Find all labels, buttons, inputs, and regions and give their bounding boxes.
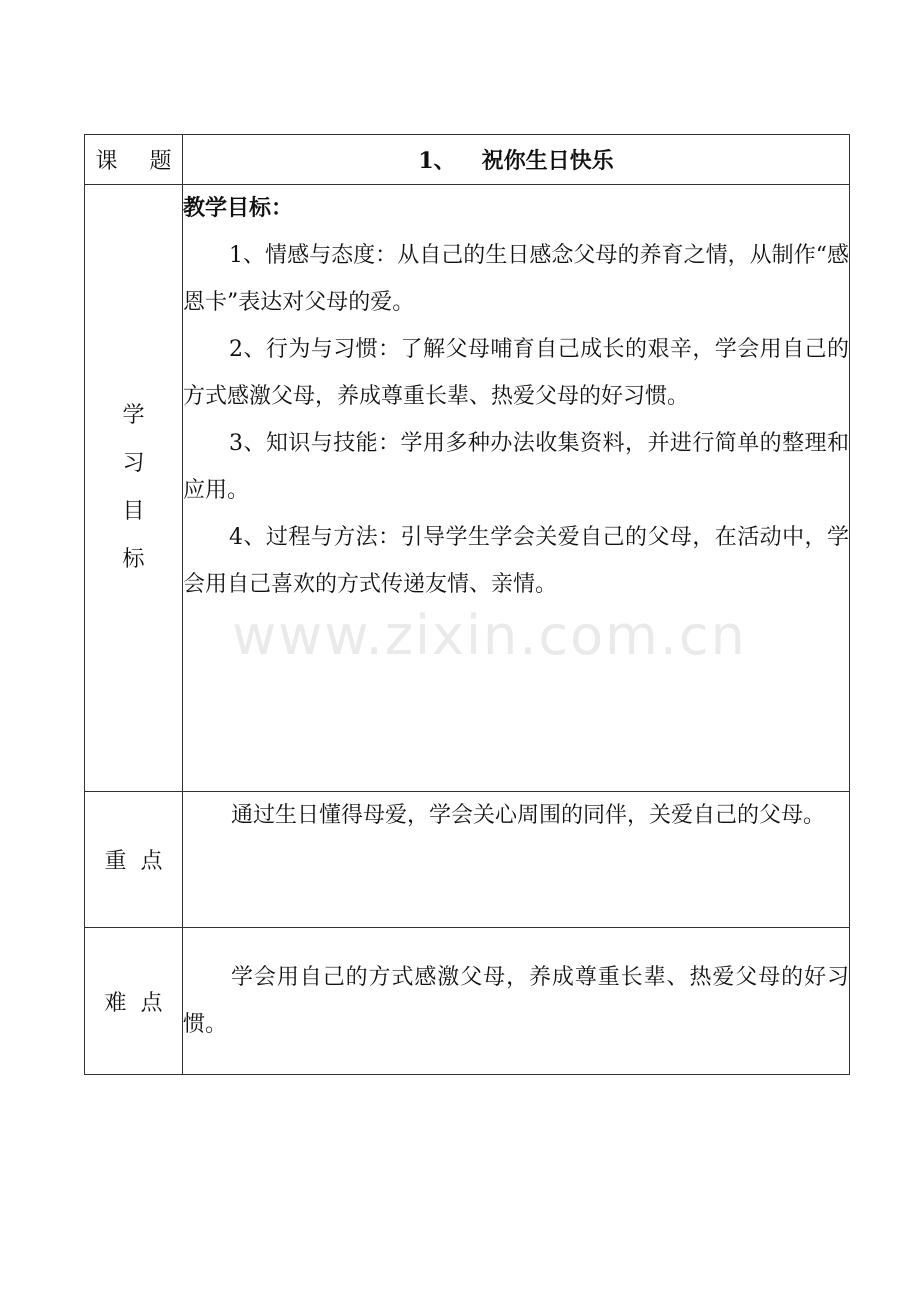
goals-label-char: 标 <box>122 547 145 572</box>
goals-label-cell <box>85 185 183 792</box>
key-point-content-cell <box>183 792 850 928</box>
difficulty-row <box>85 928 850 1075</box>
key-point-row <box>85 792 850 928</box>
key-point-text: 通过生日懂得母爱，学会关心周围的同伴，关爱自己的父母。 <box>231 803 826 828</box>
goals-heading: 教学目标： <box>183 195 294 221</box>
lesson-title-cell <box>183 135 850 185</box>
difficulty-label-char: 难 <box>104 990 127 1016</box>
goals-label-char: 学 <box>122 403 145 428</box>
title-row <box>85 135 850 185</box>
lesson-title: 祝你生日快乐 <box>481 148 614 174</box>
difficulty-label-cell <box>85 928 183 1075</box>
lesson-plan-table <box>84 134 850 1075</box>
lesson-number: 1、 <box>418 148 456 174</box>
goals-label-char: 习 <box>122 451 145 476</box>
difficulty-content-cell <box>183 928 850 1075</box>
goals-label-char: 目 <box>122 499 145 524</box>
title-label-cell <box>85 135 183 185</box>
difficulty-label-char: 点 <box>140 990 163 1016</box>
key-point-label-char: 重 <box>104 849 127 874</box>
difficulty-text: 学会用自己的方式感激父母，养成尊重长辈、热爱父母的好习惯。 <box>183 965 849 1037</box>
key-point-label-cell <box>85 792 183 928</box>
goal-item: 1、情感与态度：从自己的生日感念父母的养育之情，从制作“感恩卡”表达对父母的爱。 <box>183 243 849 315</box>
key-point-label-char: 点 <box>140 849 163 874</box>
goal-item: 2、行为与习惯：了解父母哺育自己成长的艰辛，学会用自己的方式感激父母，养成尊重长辈、热爱父母的好习惯。 <box>183 337 849 409</box>
title-label-char: 题 <box>149 149 172 174</box>
title-label-char: 课 <box>95 149 118 174</box>
lesson-plan-sheet <box>84 134 850 1075</box>
goals-content-cell <box>183 185 850 792</box>
watermark: www.zixin.com.cn <box>232 604 747 667</box>
goal-item: 4、过程与方法：引导学生学会关爱自己的父母，在活动中，学会用自己喜欢的方式传递友情、亲情。 <box>183 525 849 597</box>
goals-row <box>85 185 850 792</box>
goal-item: 3、知识与技能：学用多种办法收集资料，并进行简单的整理和应用。 <box>183 431 849 503</box>
